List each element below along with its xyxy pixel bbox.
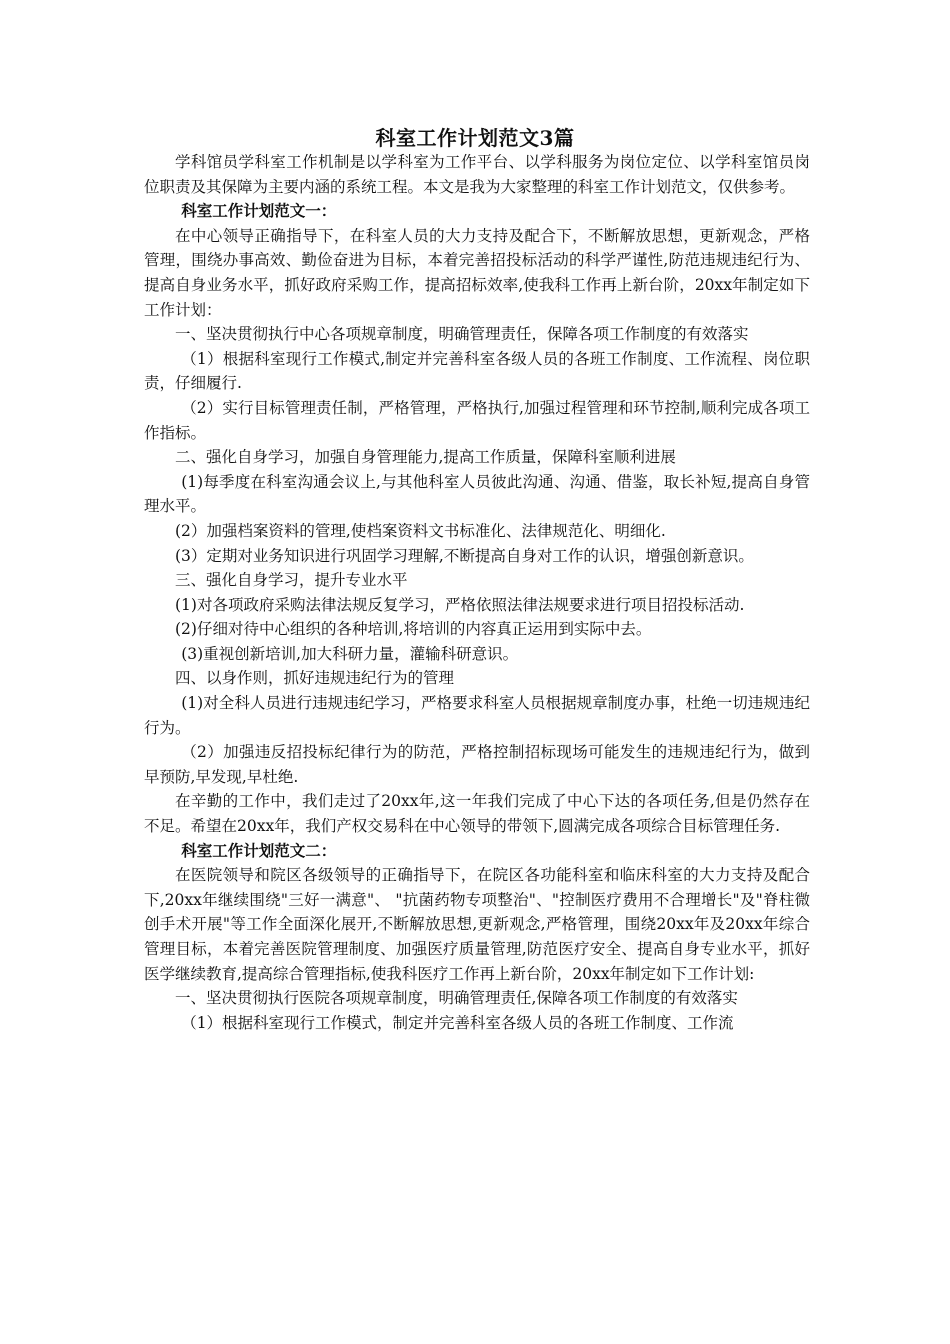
body-paragraph: (1)对各项政府采购法律法规反复学习，严格依照法律法规要求进行项目招投标活动. bbox=[175, 595, 745, 614]
body-paragraph: 在中心领导正确指导下，在科室人员的大力支持及配合下，不断解放思想，更新观念，严格管理，围绕办事高效、勤俭奋进为目标，本着完善招投标活动的科学严谨性,防范违规违纪行为、提高自身业务水平，抓好政府采购工作，提高招标效率,使我科工作再上新台阶，20xx年制定如下工作计划： bbox=[144, 226, 810, 319]
body-paragraph: (2)仔细对待中心组织的各种培训,将培训的内容真正运用到实际中去。 bbox=[175, 620, 652, 639]
body-paragraph: (1)对全科人员进行违规违纪学习，严格要求科室人员根据规章制度办事，杜绝一切违规违纪行为。 bbox=[144, 694, 810, 737]
body-paragraph: （2）加强违反招投标纪律行为的防范，严格控制招标现场可能发生的违规违纪行为，做到早预防,早发现,早杜绝. bbox=[144, 743, 810, 786]
section-heading: 科室工作计划范文二： bbox=[181, 840, 337, 860]
body-paragraph: (3)重视创新培训,加大科研力量，灌输科研意识。 bbox=[181, 644, 519, 663]
document-body bbox=[144, 150, 810, 1035]
body-paragraph: 学科馆员学科室工作机制是以学科室为工作平台、以学科服务为岗位定位、以学科室馆员岗位职责及其保障为主要内涵的系统工程。本文是我为大家整理的科室工作计划范文，仅供参考。 bbox=[144, 153, 810, 196]
body-paragraph: 一、坚决贯彻执行医院各项规章制度，明确管理责任,保障各项工作制度的有效落实 bbox=[175, 989, 738, 1008]
body-paragraph: （1）根据科室现行工作模式，制定并完善科室各级人员的各班工作制度、工作流 bbox=[181, 1013, 734, 1032]
body-paragraph: 三、强化自身学习，提升专业水平 bbox=[175, 571, 408, 590]
body-paragraph: (2）加强档案资料的管理,使档案资料文书标准化、法律规范化、明细化. bbox=[175, 521, 666, 540]
body-paragraph: 四、以身作则，抓好违规违纪行为的管理 bbox=[175, 669, 455, 688]
document-title: 科室工作计划范文3篇 bbox=[375, 126, 575, 150]
body-paragraph: 二、强化自身学习，加强自身管理能力,提高工作质量，保障科室顺利进展 bbox=[175, 448, 676, 467]
body-paragraph: (1)每季度在科室沟通会议上,与其他科室人员彼此沟通、沟通、借鉴，取长补短,提高自身管理水平。 bbox=[144, 472, 810, 516]
body-paragraph: （2）实行目标管理责任制，严格管理，严格执行,加强过程管理和环节控制,顺利完成各项工作指标。 bbox=[144, 398, 810, 442]
section-heading: 科室工作计划范文一： bbox=[181, 201, 337, 221]
body-paragraph: 在医院领导和院区各级领导的正确指导下，在院区各功能科室和临床科室的大力支持及配合下,20xx年继续围绕"三好一满意"、 "抗菌药物专项整治"、"控制医疗费用不合理增长"及"脊柱微创手术开展"等工作全面深化展开,不断解放思想,更新观念,严格管理，围绕20xx年及20xx年综合管理目标，本着完善医院管理制度、加强医疗质量管理,防范医疗安全、提高自身专业水平，抓好医学继续教育,提高综合管理指标,使我科医疗工作再上新台阶，20xx年制定如下工作计划: bbox=[144, 866, 810, 983]
body-paragraph: 一、坚决贯彻执行中心各项规章制度，明确管理责任，保障各项工作制度的有效落实 bbox=[175, 325, 749, 344]
body-paragraph: 在辛勤的工作中，我们走过了20xx年,这一年我们完成了中心下达的各项任务,但是仍然存在不足。希望在20xx年，我们产权交易科在中心领导的带领下,圆满完成各项综合目标管理任务. bbox=[144, 792, 810, 836]
body-paragraph: （1）根据科室现行工作模式,制定并完善科室各级人员的各班工作制度、工作流程、岗位职责，仔细履行. bbox=[144, 349, 810, 393]
body-paragraph: (3）定期对业务知识进行巩固学习理解,不断提高自身对工作的认识，增强创新意识。 bbox=[175, 546, 754, 565]
